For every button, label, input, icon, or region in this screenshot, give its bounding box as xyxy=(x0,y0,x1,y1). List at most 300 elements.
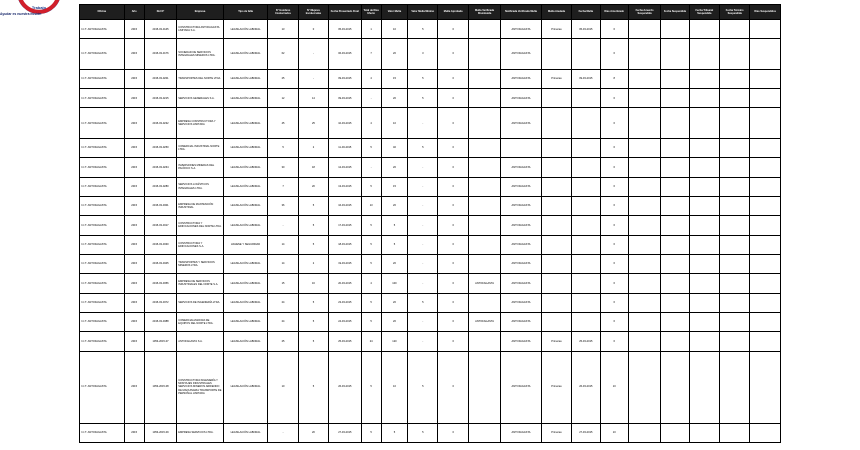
column-header: Fecha Tribunal Suspendida xyxy=(689,5,719,20)
table-cell: 45 xyxy=(268,108,298,138)
table-cell: 6 xyxy=(600,177,628,196)
table-cell: I.C.T. ANTOFAGASTA xyxy=(80,312,125,331)
table-cell xyxy=(541,312,571,331)
table-cell: 2015 xyxy=(124,293,144,312)
table-cell: - xyxy=(408,254,438,273)
table-cell: LEGISLACIÓN LABORAL xyxy=(223,20,268,39)
table-cell: 2015 xyxy=(124,274,144,293)
table-cell: 6 xyxy=(600,138,628,157)
table-cell: 20 xyxy=(381,293,407,312)
table-cell: 5 xyxy=(361,177,381,196)
table-cell: 5 xyxy=(361,235,381,254)
table-cell: 5 xyxy=(361,293,381,312)
table-cell: 5 xyxy=(298,235,328,254)
table-cell: 20 xyxy=(381,39,407,69)
table-cell: 26-03-2015 xyxy=(329,351,361,423)
column-header: Fecha Acuerdo Suspendida xyxy=(628,5,660,20)
table-cell xyxy=(750,332,781,351)
table-cell xyxy=(750,108,781,138)
table-cell: 26-03-2015 xyxy=(572,351,600,423)
table-cell: I.C.T. ANTOFAGASTA xyxy=(80,158,125,177)
table-cell: LEGISLACIÓN LABORAL xyxy=(223,274,268,293)
table-cell: ANTOFAGASTA xyxy=(501,20,542,39)
table-cell xyxy=(720,196,750,215)
table-cell xyxy=(628,235,660,254)
table-cell: 2015 xyxy=(124,20,144,39)
table-cell: 05-03-2015 xyxy=(572,20,600,39)
table-cell: 5 xyxy=(381,216,407,235)
table-cell xyxy=(572,235,600,254)
table-cell xyxy=(541,254,571,273)
table-cell: 5 xyxy=(298,196,328,215)
table-cell: 2015 xyxy=(124,138,144,157)
table-cell: I.C.T. ANTOFAGASTA xyxy=(80,39,125,69)
column-header: Multa Aprobada xyxy=(438,5,468,20)
table-cell: 0 xyxy=(438,332,468,351)
table-cell xyxy=(689,39,719,69)
table-cell: 2015 xyxy=(124,351,144,423)
table-cell: 20 xyxy=(381,158,407,177)
column-header: N° Hombres Involucrados xyxy=(268,5,298,20)
table-cell xyxy=(750,177,781,196)
column-header: Valor Multa Mínimo xyxy=(408,5,438,20)
table-cell: 6 xyxy=(600,293,628,312)
table-cell: 09-03-2015 xyxy=(329,89,361,108)
table-cell: Primeras xyxy=(541,332,571,351)
table-cell: 5 xyxy=(381,423,407,443)
table-cell xyxy=(628,312,660,331)
table-cell xyxy=(661,423,689,443)
table-row xyxy=(80,89,781,108)
table-cell xyxy=(572,138,600,157)
table-cell xyxy=(468,138,500,157)
table-cell: Primeras xyxy=(541,423,571,443)
column-header: Empresa xyxy=(177,5,224,20)
table-cell: 16 xyxy=(298,274,328,293)
table-cell xyxy=(628,216,660,235)
table-cell: 1053-2015-08 xyxy=(144,351,176,423)
table-cell xyxy=(628,39,660,69)
table-cell xyxy=(689,235,719,254)
table-cell xyxy=(661,216,689,235)
table-cell: - xyxy=(361,89,381,108)
table-cell: 0 xyxy=(438,293,468,312)
table-cell: 20-03-2015 xyxy=(329,274,361,293)
table-cell: 5 xyxy=(361,138,381,157)
table-cell: 6 xyxy=(600,235,628,254)
table-cell: 0 xyxy=(438,69,468,88)
table-cell xyxy=(468,423,500,443)
table-cell: 6 xyxy=(600,20,628,39)
table-cell: 2015 xyxy=(124,108,144,138)
table-cell: 4 xyxy=(361,274,381,293)
table-cell: I.C.T. ANTOFAGASTA xyxy=(80,216,125,235)
table-cell: 2 xyxy=(298,138,328,157)
table-cell: 1053-2015-09 xyxy=(144,423,176,443)
table-cell xyxy=(468,235,500,254)
table-cell: 0 xyxy=(438,274,468,293)
table-cell xyxy=(572,196,600,215)
table-cell: 10 xyxy=(600,351,628,423)
table-cell: LEGISLACIÓN LABORAL xyxy=(223,177,268,196)
table-cell: LEGISLACIÓN LABORAL xyxy=(223,293,268,312)
table-cell: 11-03-2015 xyxy=(329,138,361,157)
table-cell: TRANSPORTES DEL NORTE LTDA. xyxy=(177,69,224,88)
table-cell: 5 xyxy=(298,351,328,423)
table-cell: 6 xyxy=(600,332,628,351)
table-cell xyxy=(501,138,542,157)
table-cell xyxy=(541,235,571,254)
table-cell: ANTOFAGASTA xyxy=(501,158,542,177)
table-cell: 18 xyxy=(298,158,328,177)
table-cell xyxy=(541,89,571,108)
table-cell: 5 xyxy=(408,351,438,423)
table-cell: LEGISLACIÓN LABORAL xyxy=(223,158,268,177)
table-cell: 6 xyxy=(600,158,628,177)
table-cell xyxy=(541,138,571,157)
table-cell xyxy=(750,423,781,443)
table-cell: 6 xyxy=(600,39,628,69)
table-cell xyxy=(689,274,719,293)
table-cell xyxy=(661,20,689,39)
table-cell: 0 xyxy=(298,20,328,39)
table-cell xyxy=(720,138,750,157)
table-cell: I.C.T. ANTOFAGASTA xyxy=(80,177,125,196)
table-cell xyxy=(720,293,750,312)
table-cell: EMPRESA DE MANTENCIÓN INDUSTRIAL xyxy=(177,196,224,215)
table-cell xyxy=(572,293,600,312)
table-cell: 15 xyxy=(268,274,298,293)
table-cell: 15 xyxy=(381,177,407,196)
table-cell: 25 xyxy=(268,332,298,351)
table-cell: 6 xyxy=(600,254,628,273)
column-header: Multa Anulada xyxy=(541,5,571,20)
table-cell xyxy=(572,274,600,293)
column-header: Oficina xyxy=(80,5,125,20)
table-cell: 10 xyxy=(268,351,298,423)
table-cell: - xyxy=(408,158,438,177)
table-cell: 2015-03-0280 xyxy=(144,177,176,196)
table-cell: 20 xyxy=(381,196,407,215)
table-cell: ANTOFAGASTA xyxy=(501,254,542,273)
table-cell: - xyxy=(408,274,438,293)
table-cell xyxy=(720,332,750,351)
table-cell: 25 xyxy=(298,108,328,138)
table-cell: LEGISLACIÓN LABORAL xyxy=(223,216,268,235)
table-cell: 2015-03-0201 xyxy=(144,69,176,88)
table-cell: 10 xyxy=(381,351,407,423)
table-cell xyxy=(750,312,781,331)
table-cell: - xyxy=(268,216,298,235)
table-cell: 0 xyxy=(438,177,468,196)
table-cell: HIGIENE Y SEGURIDAD xyxy=(223,235,268,254)
table-cell: I.C.T. ANTOFAGASTA xyxy=(80,196,125,215)
table-cell: 40 xyxy=(381,138,407,157)
table-cell xyxy=(572,39,600,69)
column-header: Fecha Suspendida xyxy=(661,5,689,20)
table-cell xyxy=(689,423,719,443)
table-cell: 2015 xyxy=(124,312,144,331)
table-cell: SERVICIOS GENERALES S.A. xyxy=(177,89,224,108)
table-cell: 23-03-2015 xyxy=(329,293,361,312)
table-cell: Primeras xyxy=(541,20,571,39)
table-cell: 18-03-2015 xyxy=(329,235,361,254)
table-cell xyxy=(689,196,719,215)
table-cell: - xyxy=(408,216,438,235)
table-row xyxy=(80,351,781,423)
table-cell: LEGISLACIÓN LABORAL xyxy=(223,196,268,215)
table-cell xyxy=(628,138,660,157)
table-cell: 16-03-2015 xyxy=(329,196,361,215)
table-cell xyxy=(750,138,781,157)
table-cell xyxy=(661,196,689,215)
table-cell: 6 xyxy=(600,89,628,108)
table-cell: I.C.T. ANTOFAGASTA xyxy=(80,108,125,138)
table-cell xyxy=(750,235,781,254)
column-header: Días Amortizado xyxy=(600,5,628,20)
table-cell: 5 xyxy=(408,138,438,157)
table-cell xyxy=(541,274,571,293)
table-cell: 5 xyxy=(408,293,438,312)
table-cell xyxy=(689,69,719,88)
table-cell: 8 xyxy=(600,69,628,88)
table-cell: COMERCIAL INDUSTRIAL NORTE LTDA. xyxy=(177,138,224,157)
table-cell: 14 xyxy=(298,89,328,108)
table-cell xyxy=(572,89,600,108)
table-cell: ANTOFAGASTA xyxy=(501,351,542,423)
table-cell: - xyxy=(408,196,438,215)
table-cell: 0 xyxy=(438,89,468,108)
table-cell xyxy=(689,158,719,177)
table-cell xyxy=(750,293,781,312)
table-cell: ANTOFAGASTA xyxy=(501,196,542,215)
table-row xyxy=(80,177,781,196)
table-cell: Primeras xyxy=(541,351,571,423)
table-cell xyxy=(720,20,750,39)
table-cell xyxy=(720,177,750,196)
table-cell xyxy=(468,158,500,177)
table-cell: ANTOFAGASTA xyxy=(501,216,542,235)
table-cell xyxy=(661,89,689,108)
table-cell: SERVICIOS DE INGENIERÍA LTDA. xyxy=(177,293,224,312)
table-cell: 2015 xyxy=(124,423,144,443)
table-cell xyxy=(720,158,750,177)
table-cell xyxy=(572,177,600,196)
table-cell: 2015-03-0388 xyxy=(144,312,176,331)
table-cell: COMERCIALIZADORA DE EQUIPOS DEL NORTE LTDA. xyxy=(177,312,224,331)
table-cell xyxy=(720,423,750,443)
table-cell: 5 xyxy=(298,293,328,312)
table-cell: 62 xyxy=(268,39,298,69)
table-cell: I.C.T. ANTOFAGASTA xyxy=(80,89,125,108)
table-cell: - xyxy=(408,332,438,351)
table-cell: LEGISLACIÓN LABORAL xyxy=(223,89,268,108)
table-row xyxy=(80,20,781,39)
table-row xyxy=(80,332,781,351)
table-cell: 30 xyxy=(268,158,298,177)
table-cell xyxy=(689,254,719,273)
table-cell: 1 xyxy=(361,20,381,39)
table-cell: LEGISLACIÓN LABORAL xyxy=(223,108,268,138)
table-cell: I.C.T. ANTOFAGASTA xyxy=(80,69,125,88)
table-cell xyxy=(750,69,781,88)
table-cell: ANTOFAGASTA xyxy=(501,274,542,293)
table-cell: 20 xyxy=(298,423,328,443)
table-cell: ANTOFAGASTA xyxy=(468,312,500,331)
table-cell: 20 xyxy=(381,254,407,273)
table-cell: 3 xyxy=(408,39,438,69)
table-cell: 0 xyxy=(438,39,468,69)
table-cell: 2015 xyxy=(124,235,144,254)
table-row xyxy=(80,108,781,138)
table-cell: 20 xyxy=(381,312,407,331)
table-cell: 14 xyxy=(268,235,298,254)
table-cell: 6 xyxy=(600,274,628,293)
table-cell: 5 xyxy=(361,254,381,273)
table-cell: I.C.T. ANTOFAGASTA xyxy=(80,138,125,157)
table-cell xyxy=(750,274,781,293)
table-cell xyxy=(689,108,719,138)
table-cell: ANTOFAGASTA xyxy=(468,274,500,293)
table-cell: 06-03-2015 xyxy=(329,39,361,69)
table-cell xyxy=(689,20,719,39)
table-cell xyxy=(750,351,781,423)
table-cell xyxy=(720,89,750,108)
table-cell xyxy=(661,254,689,273)
table-cell: 2015 xyxy=(124,89,144,108)
table-cell: 24 xyxy=(361,332,381,351)
table-cell xyxy=(750,196,781,215)
table-cell: I.C.T. ANTOFAGASTA xyxy=(80,235,125,254)
table-cell xyxy=(468,216,500,235)
table-cell xyxy=(541,39,571,69)
table-cell: 0 xyxy=(438,235,468,254)
table-cell: 0 xyxy=(438,254,468,273)
table-cell xyxy=(720,274,750,293)
table-cell xyxy=(628,293,660,312)
table-cell: 12 xyxy=(268,89,298,108)
table-cell: 20 xyxy=(298,177,328,196)
table-cell: 1053-2015-07 xyxy=(144,332,176,351)
table-cell xyxy=(572,108,600,138)
column-header: Multa Verificada Disminuida xyxy=(468,5,500,20)
column-header: Fecha Término Suspendida xyxy=(720,5,750,20)
table-cell xyxy=(689,138,719,157)
table-cell: 5 xyxy=(381,235,407,254)
table-body xyxy=(80,20,781,443)
table-cell: 24 xyxy=(268,312,298,331)
table-cell xyxy=(572,216,600,235)
table-cell: 120 xyxy=(381,332,407,351)
table-cell: 2015-03-0232 xyxy=(144,108,176,138)
table-cell xyxy=(468,69,500,88)
table-cell xyxy=(661,39,689,69)
table-cell: 2015 xyxy=(124,332,144,351)
table-cell xyxy=(689,293,719,312)
table-cell: 25-03-2015 xyxy=(329,332,361,351)
table-cell: 14 xyxy=(268,254,298,273)
table-cell: - xyxy=(298,39,328,69)
column-header: N° Mujeres Involucradas xyxy=(298,5,328,20)
table-row xyxy=(80,216,781,235)
table-cell xyxy=(689,312,719,331)
table-cell: 0 xyxy=(438,158,468,177)
table-cell: - xyxy=(408,108,438,138)
table-cell xyxy=(628,20,660,39)
table-cell: LEGISLACIÓN LABORAL xyxy=(223,312,268,331)
table-cell xyxy=(541,196,571,215)
table-cell: 2015-03-0176 xyxy=(144,39,176,69)
table-cell xyxy=(661,138,689,157)
table-cell xyxy=(468,89,500,108)
table-row xyxy=(80,138,781,157)
table-row xyxy=(80,158,781,177)
table-cell: 09-03-2015 xyxy=(572,69,600,88)
table-cell: 0 xyxy=(438,216,468,235)
table-cell xyxy=(628,69,660,88)
table-cell xyxy=(572,254,600,273)
table-cell: 6 xyxy=(600,108,628,138)
table-cell: 100 xyxy=(381,274,407,293)
table-cell: 27-03-2015 xyxy=(572,423,600,443)
table-cell xyxy=(541,216,571,235)
table-cell xyxy=(750,254,781,273)
table-cell xyxy=(720,216,750,235)
table-cell: 2015-03-0264 xyxy=(144,158,176,177)
table-cell: INVERSIONES MINERAS DEL PACÍFICO S.A. xyxy=(177,158,224,177)
table-cell: 7 xyxy=(361,39,381,69)
table-cell: LEGISLACIÓN LABORAL xyxy=(223,332,268,351)
table-cell: 05-03-2015 xyxy=(329,20,361,39)
table-cell: 20 xyxy=(381,89,407,108)
table-cell: ANTOFAGASTA xyxy=(501,293,542,312)
brand-tagline: Ayudar es nuestra misión xyxy=(0,12,42,16)
table-cell: ANTOFAGASTA xyxy=(501,108,542,138)
table-cell xyxy=(661,158,689,177)
table-cell xyxy=(541,158,571,177)
table-cell xyxy=(661,108,689,138)
table-cell: ANTOFAGASTA xyxy=(501,235,542,254)
table-cell: 0 xyxy=(438,108,468,138)
table-cell: Primeras xyxy=(541,69,571,88)
table-row xyxy=(80,312,781,331)
table-cell: LEGISLACIÓN LABORAL xyxy=(223,423,268,443)
table-cell: I.C.T. ANTOFAGASTA xyxy=(80,20,125,39)
table-cell xyxy=(468,196,500,215)
table-cell: 0 xyxy=(438,138,468,157)
table-cell: - xyxy=(408,235,438,254)
table-cell: 5 xyxy=(408,69,438,88)
table-cell xyxy=(750,216,781,235)
table-cell xyxy=(661,351,689,423)
table-cell: 10-03-2015 xyxy=(329,108,361,138)
column-header: Fecha Multa xyxy=(572,5,600,20)
table-cell: - xyxy=(408,177,438,196)
table-cell: 2015 xyxy=(124,254,144,273)
table-cell: CONSTRUCTORA INGENIERÍA Y MONTAJES INDUSTRIALES SERVICIOS MINEROS ARRIENDO DE MAQUINARIA TRANSPORTE DE PERSONAL LIMITADA xyxy=(177,351,224,423)
table-cell: 2015-03-0345 xyxy=(144,254,176,273)
table-row xyxy=(80,254,781,273)
table-cell xyxy=(720,254,750,273)
table-cell: 4 xyxy=(361,108,381,138)
table-cell: CONSTRUCTORA Y EDIFICACIONES S.A. xyxy=(177,235,224,254)
table-cell: 5 xyxy=(268,138,298,157)
table-cell: 2015 xyxy=(124,158,144,177)
table-cell: 5 xyxy=(408,89,438,108)
table-cell: 5 xyxy=(298,332,328,351)
table-cell xyxy=(628,108,660,138)
table-row xyxy=(80,293,781,312)
